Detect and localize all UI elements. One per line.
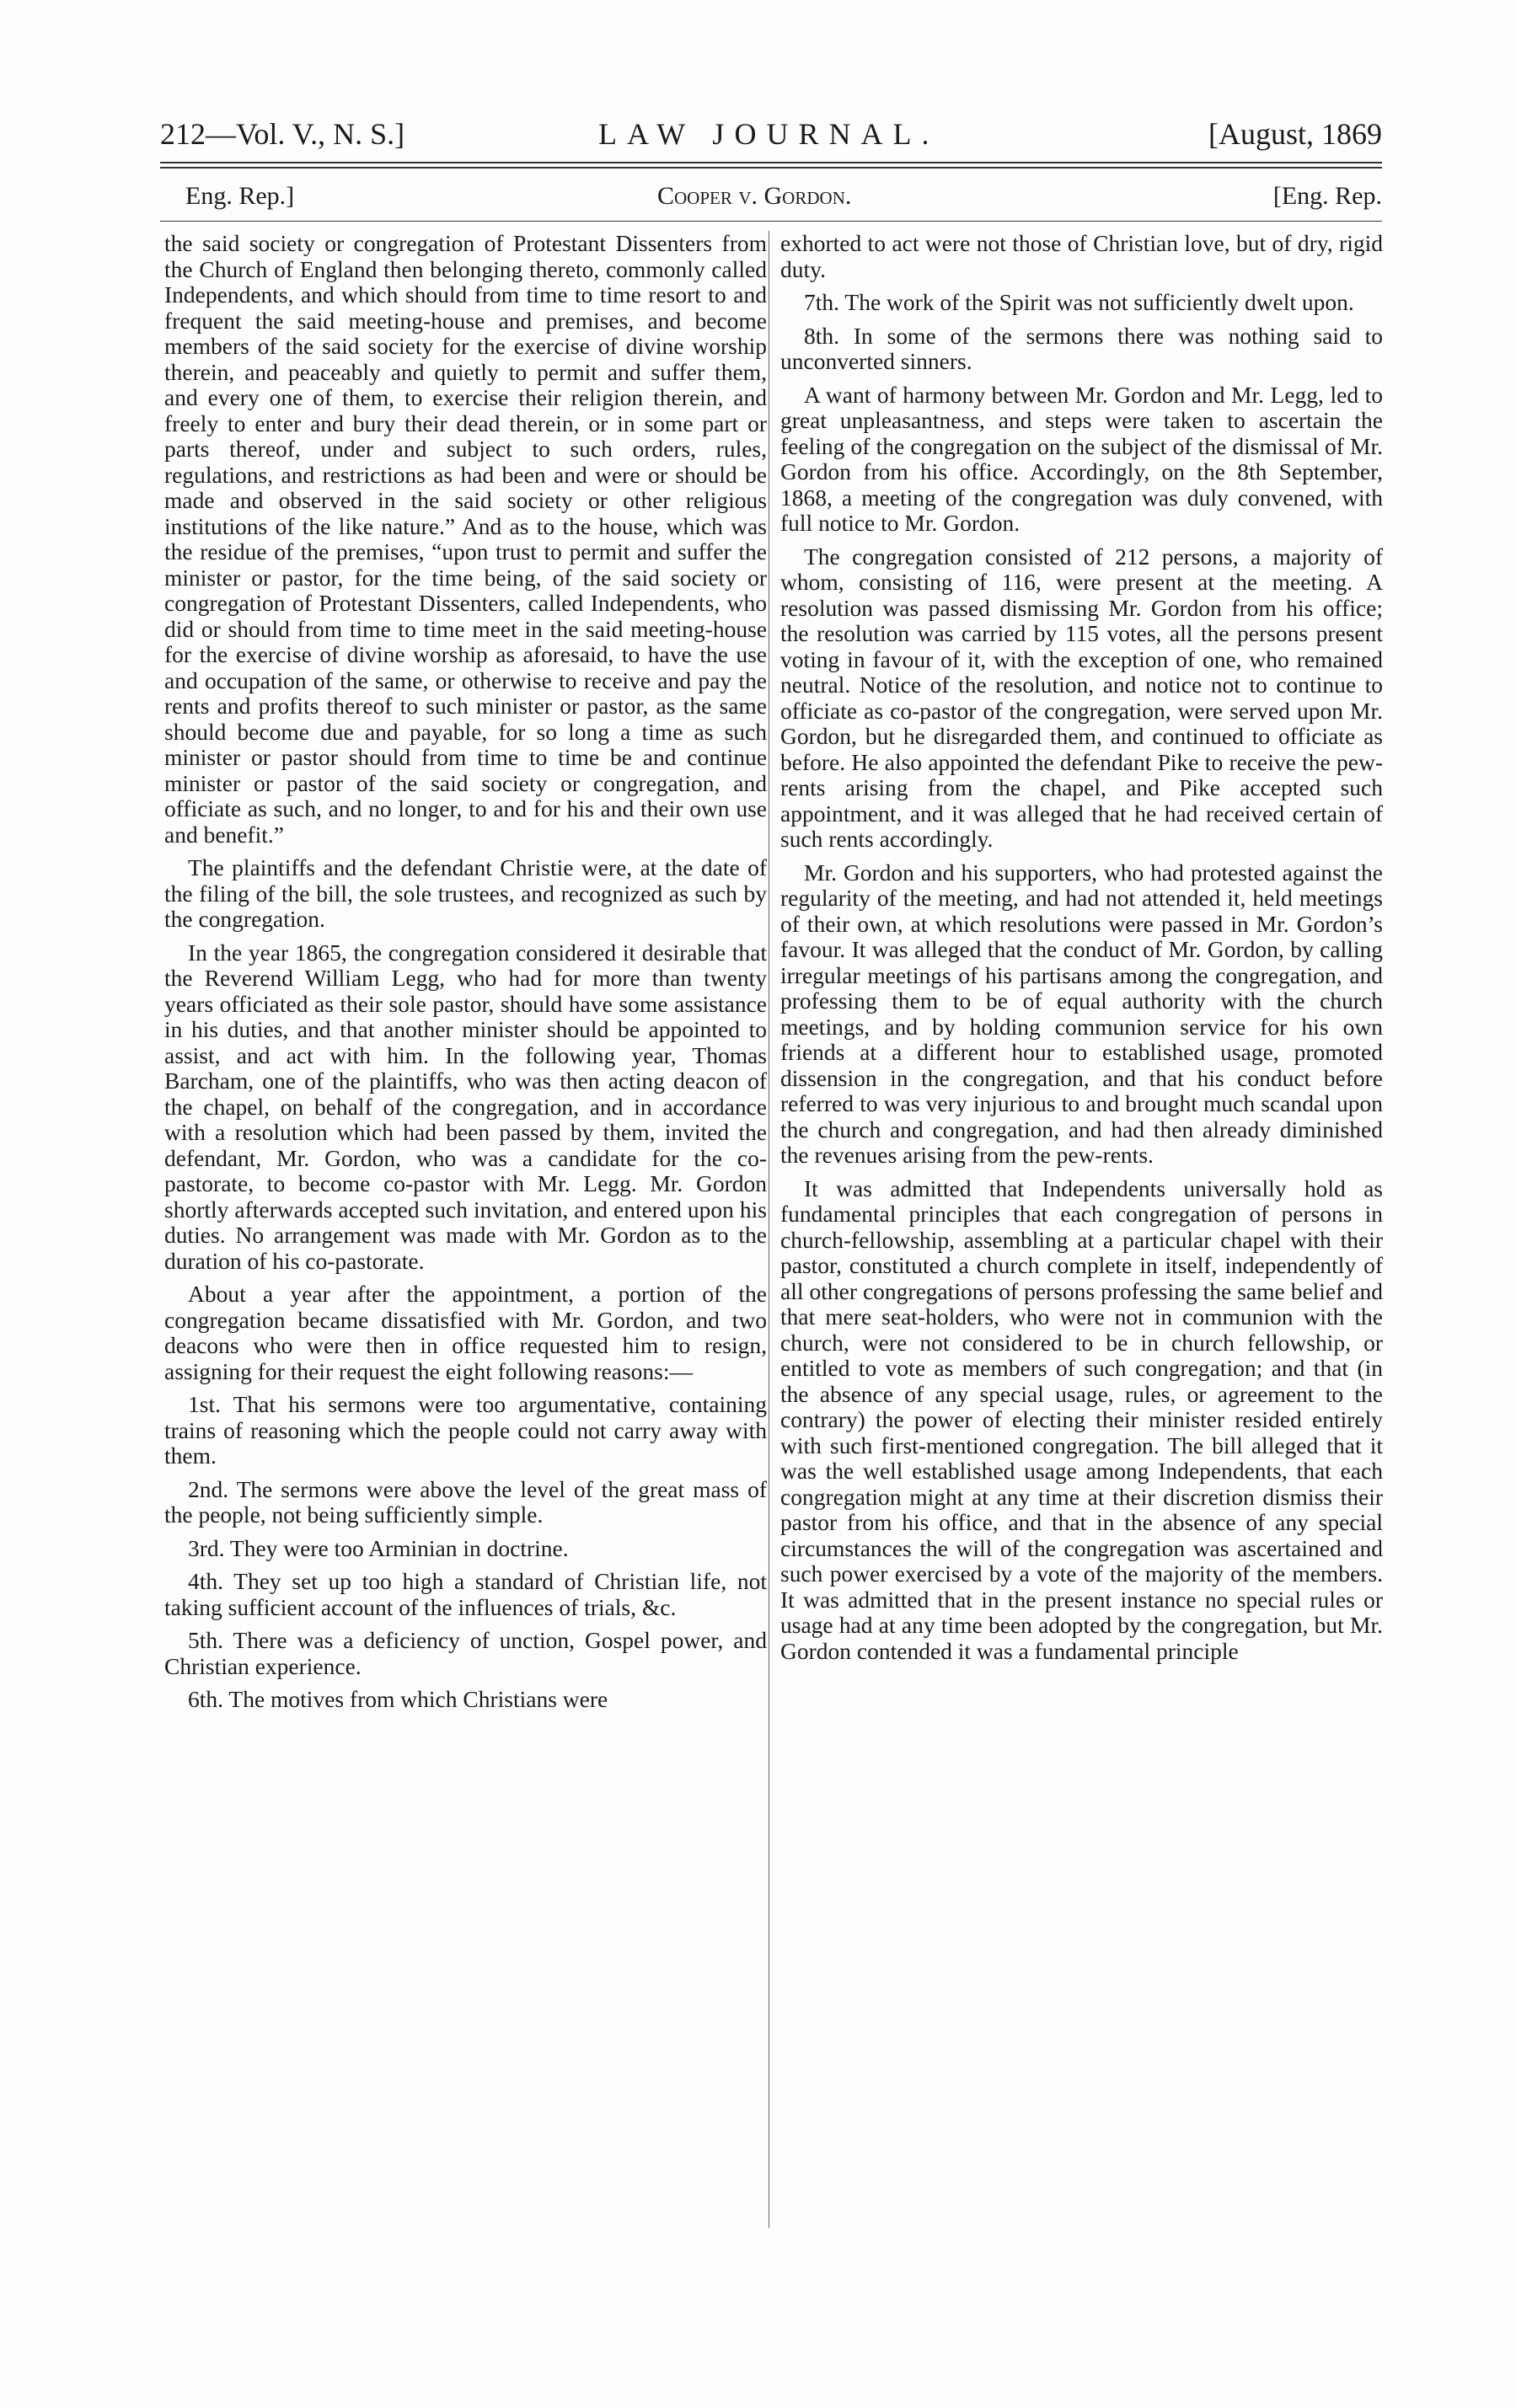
paragraph: Mr. Gordon and his supporters, who had protested against the regularity of the meeting, and had not attended it, held meetings of their own, at which resolutions were passed in Mr. Gordon’s favour. It was alleged that the conduct of Mr. Gordon, by calling irregular meetings of his partisans among the congregation, and professing them to be of equal authority with the church meetings, and by holding communion service for his own friends at a different hour to established usage, promoted dissension in the congregation, and that his conduct before referred to was very injurious to and brought much scandal upon the church and congregation, and had then already diminished the revenues arising from the pew-rents. [780,859,1383,1168]
paragraph: the said society or congregation of Protestant Dissenters from the Church of England then belonging thereto, commonly called Independents, and which should from time to time resort to and frequent the said meeting-house and premises, and become members of the said society for the exercise of divine worship therein, and peaceably and quietly to permit and suffer them, and every one of them, to exercise their religion therein, and freely to enter and bury their dead therein, or in some part or parts thereof, under and subject to such orders, rules, regulations, and restrictions as had been and were or should be made and observed in the said society or other religious institutions of the like nature.” And as to the house, which was the residue of the premises, “upon trust to permit and suffer the minister or pastor, for the time being, of the said society or congregation of Protestant Dissenters, called Independents, who did or should from time to time meet in the said meeting-house for the exercise of divine worship as aforesaid, to have the use and occupation of the same, or otherwise to receive and pay the rents and profits thereof to such minister or pastor, as the same should become due and payable, for so long a time as such minister or pastor should from time to time be and continue minister or pastor of the said society or congregation, and officiate as such, and no longer, to and for his and their own use and benefit.” [164,230,767,848]
section-label-right: [Eng. Rep. [1272,182,1382,210]
header-rule [160,167,1382,169]
paragraph: 7th. The work of the Spirit was not sufficiently dwelt upon. [804,289,1354,315]
case-title: Cooper v. Gordon. [657,182,852,210]
running-head [160,116,1382,158]
case-subhead [160,182,1382,216]
paragraph: 1st. That his sermons were too argumentative, containing trains of reasoning which the people could not carry away with them. [164,1391,767,1469]
paragraph: In the year 1865, the congregation considered it desirable that the Reverend William Legg, who had for more than twenty years officiated as their sole pastor, should have some assistance in his duties, and that another minister should be appointed to assist, and act with him. In the following year, Thomas Barcham, one of the plaintiffs, who was then acting deacon of the chapel, on behalf of the congregation, and in accordance with a resolution which had been passed by them, invited the defendant, Mr. Gordon, who was a candidate for the co-pastorate, to become co-pastor with Mr. Legg. Mr. Gordon shortly afterwards accepted such invitation, and entered upon his duties. No arrangement was made with Mr. Gordon as to the duration of his co-pastorate. [164,939,767,1274]
paragraph: About a year after the appointment, a portion of the congregation became dissatisfied with Mr. Gordon, and two deacons who were then in office requested him to resign, assigning for their request the eight following reasons:— [164,1281,767,1384]
paragraph: 6th. The motives from which Christians were [188,1686,608,1712]
paragraph: A want of harmony between Mr. Gordon and Mr. Legg, led to great unpleasantness, and steps were taken to ascertain the feeling of the congregation on the subject of the dismissal of Mr. Gordon from his office. Accordingly, on the 8th September, 1868, a meeting of the congregation was duly convened, with full notice to Mr. Gordon. [780,381,1383,536]
journal-title: LAW JOURNAL. [598,117,940,151]
paragraph: The congregation consisted of 212 persons, a majority of whom, consisting of 116, were present at the meeting. A resolution was passed dismissing Mr. Gordon from his office; the resolution was carried by 115 votes, all the persons present voting in favour of it, with the exception of one, who remained neutral. Notice of the resolution, and notice not to continue to officiate as co-pastor of the congregation, were served upon Mr. Gordon, but he disregarded them, and continued to officiate as before. He also appointed the defendant Pike to receive the pew-rents arising from the chapel, and Pike accepted such appointment, and it was alleged that he had received certain of such rents accordingly. [780,543,1383,852]
paragraph: 3rd. They were too Arminian in doctrine. [188,1534,569,1561]
header-rule [160,162,1382,163]
paragraph: The plaintiffs and the defendant Christie were, at the date of the filing of the bill, the sole trustees, and recognized as such by the congregation. [164,854,767,932]
paragraph: 8th. In some of the sermons there was nothing said to unconverted sinners. [780,322,1383,374]
paragraph: 4th. They set up too high a standard of Christian life, not taking sufficient account of the influences of trials, &c. [164,1568,767,1620]
left-column [164,231,767,1720]
section-label-left: Eng. Rep.] [185,182,295,210]
paragraph: 5th. There was a deficiency of unction, Gospel power, and Christian experience. [164,1627,767,1679]
paragraph: exhorted to act were not those of Christian love, but of dry, rigid duty. [780,230,1383,282]
paragraph: It was admitted that Independents universally hold as fundamental principles that each congregation of persons in church-fellowship, assembling at a particular chapel with their pastor, constituted a church complete in itself, independently of all other congregations of persons professing the same belief and that mere seat-holders, who were not in communion with the church, were not considered to be in church fellowship, or entitled to vote as members of such congregation; and that (in the absence of any special usage, rules, or agreement to the contrary) the power of electing their minister resided entirely with such first-mentioned congregation. The bill alleged that it was the well established usage among Independents, that each congregation might at any time at their discretion dismiss their pastor from his office, and that in the absence of any special circumstances the will of the congregation was ascertained and such power exercised by a vote of the majority of the members. It was admitted that in the present instance no special rules or usage had at any time been adopted by the congregation, but Mr. Gordon contended it was a fundamental principle [780,1175,1383,1664]
paragraph: 2nd. The sermons were above the level of the great mass of the people, not being sufficiently simple. [164,1475,767,1528]
volume-label: 212—Vol. V., N. S.] [160,117,405,151]
issue-date: [August, 1869 [1208,117,1382,151]
subhead-rule [160,221,1382,222]
right-column [780,231,1383,1672]
